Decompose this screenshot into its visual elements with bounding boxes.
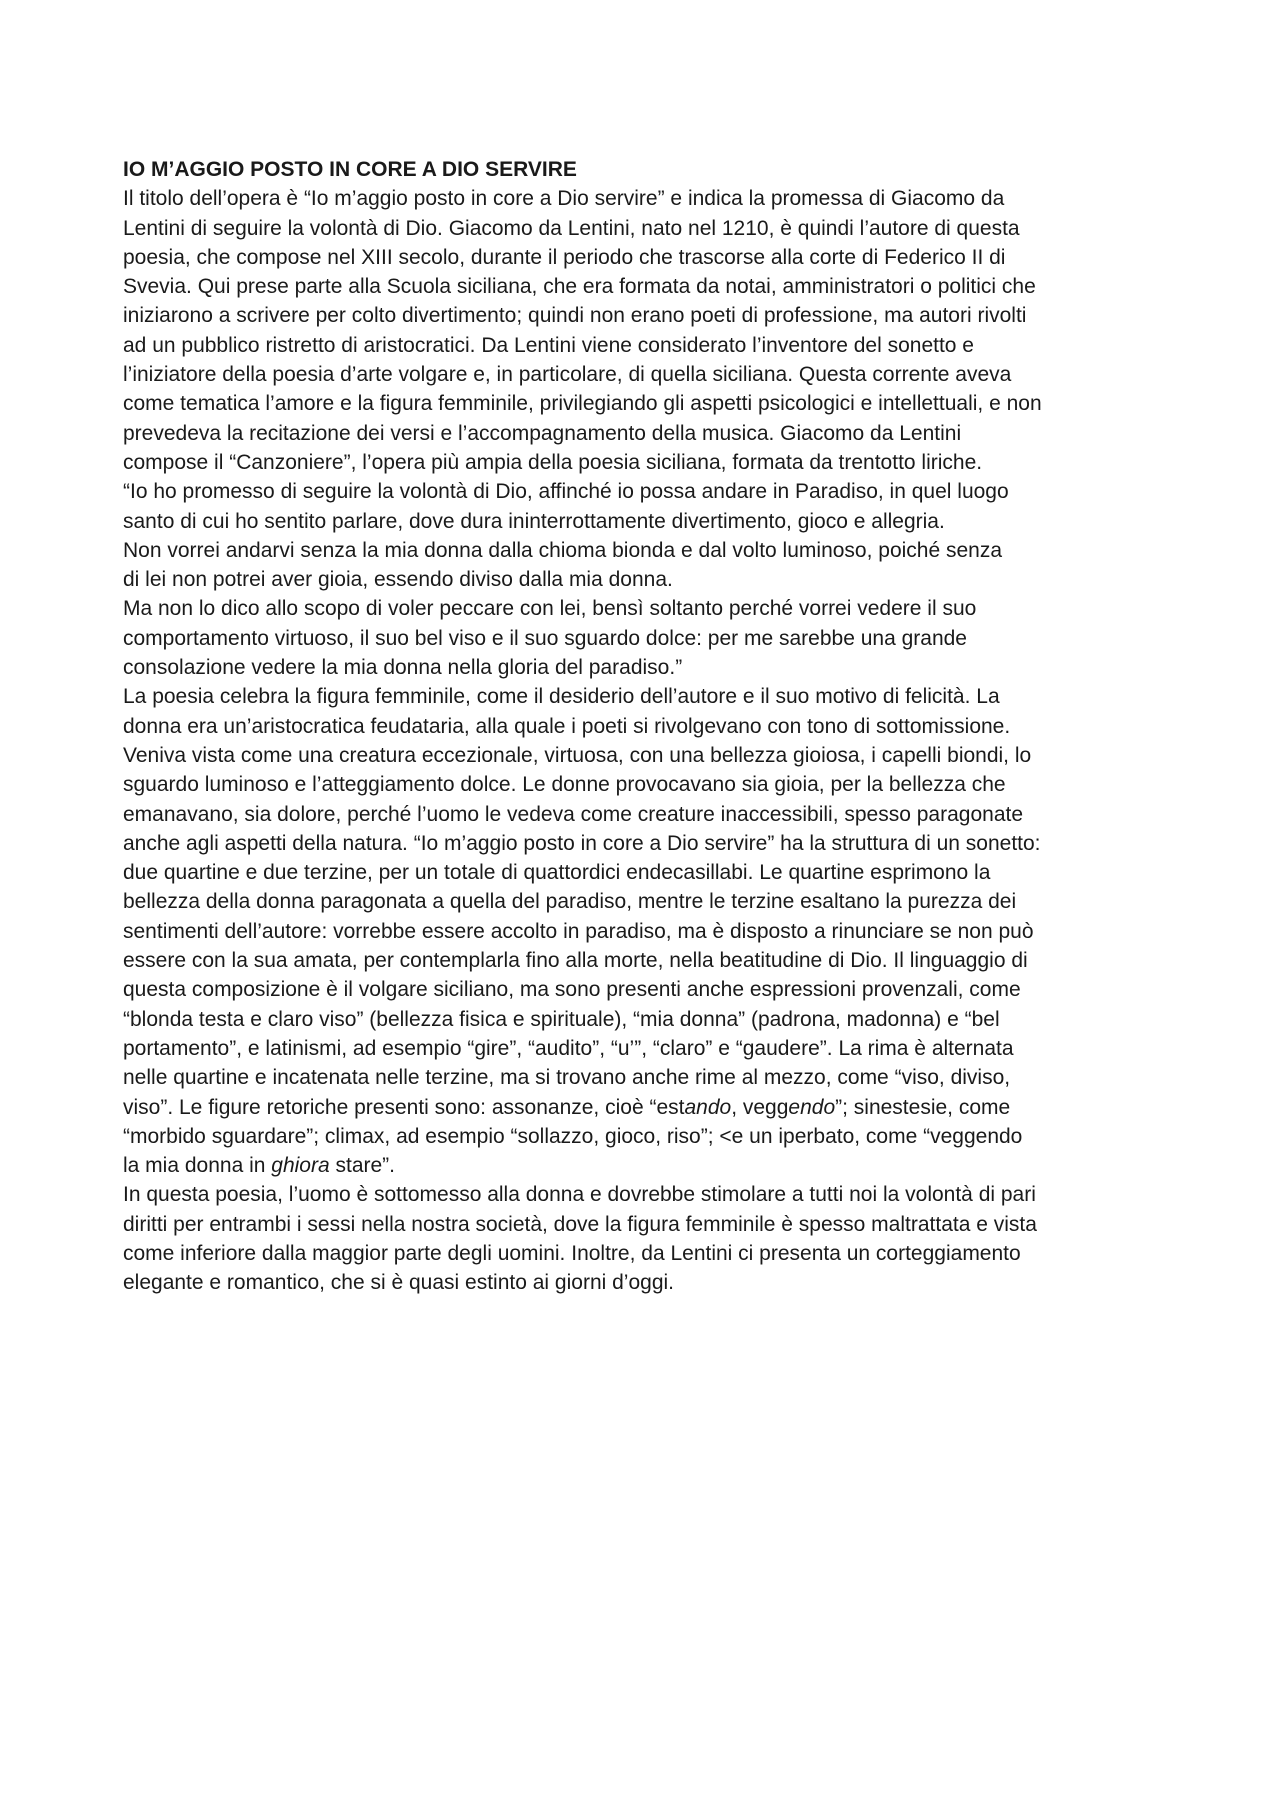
text-line: nelle quartine e incatenata nelle terzine, ma si trovano anche rime al mezzo, come “viso, diviso, (123, 1066, 1011, 1090)
document-title: IO M’AGGIO POSTO IN CORE A DIO SERVIRE (123, 158, 577, 181)
text-line: compose il “Canzoniere”, l’opera più ampia della poesia siciliana, formata da trentotto liriche. (123, 450, 983, 474)
text-line: “blonda testa e claro viso” (bellezza fisica e spirituale), “mia donna” (padrona, madonna) e “bel (123, 1007, 1000, 1031)
text-line: Il titolo dell’opera è “Io m’aggio posto in core a Dio servire” e indica la promessa di Giacomo da (123, 187, 1005, 211)
text-segment: ”; sinestesie, come (835, 1095, 1011, 1119)
text-line: Ma non lo dico allo scopo di voler peccare con lei, bensì soltanto perché vorrei vedere il suo (123, 597, 977, 621)
text-line: sentimenti dell’autore: vorrebbe essere accolto in paradiso, ma è disposto a rinunciare se non può (123, 919, 1034, 943)
text-line (123, 1093, 1163, 1122)
text-line: elegante e romantico, che si è quasi estinto ai giorni d’oggi. (123, 1271, 675, 1295)
text-line: due quartine e due terzine, per un totale di quattordici endecasillabi. Le quartine esprimono la (123, 861, 991, 885)
text-line: l’iniziatore della poesia d’arte volgare e, in particolare, di quella siciliana. Questa corrente aveva (123, 363, 1012, 387)
italic-segment: ando (684, 1095, 732, 1119)
text-line: Veniva vista come una creatura eccezionale, virtuosa, con una bellezza gioiosa, i capelli biondi, lo (123, 743, 1032, 767)
text-line: donna era un’aristocratica feudataria, alla quale i poeti si rivolgevano con tono di sottomissione. (123, 714, 1011, 738)
text-segment: , vegg (731, 1095, 789, 1119)
text-line: iniziarono a scrivere per colto divertimento; quindi non erano poeti di professione, ma autori rivolti (123, 304, 1027, 328)
text-line: poesia, che compose nel XIII secolo, durante il periodo che trascorse alla corte di Federico II di (123, 245, 1006, 269)
text-line: prevedeva la recitazione dei versi e l’accompagnamento della musica. Giacomo da Lentini (123, 421, 962, 445)
text-line: emanavano, sia dolore, perché l’uomo le vedeva come creature inaccessibili, spesso paragonate (123, 802, 1024, 826)
text-line: essere con la sua amata, per contemplarla fino alla morte, nella beatitudine di Dio. Il linguaggio di (123, 949, 1028, 973)
text-line: Svevia. Qui prese parte alla Scuola siciliana, che era formata da notai, amministratori o politici che (123, 275, 1036, 299)
text-segment: viso”. Le figure retoriche presenti sono: assonanze, cioè “est (123, 1095, 685, 1119)
text-line: diritti per entrambi i sessi nella nostra società, dove la figura femminile è spesso maltrattata e vista (123, 1212, 1037, 1236)
italic-segment: ghiora (271, 1154, 330, 1178)
text-line: comportamento virtuoso, il suo bel viso e il suo sguardo dolce: per me sarebbe una grande (123, 626, 967, 650)
text-line: ad un pubblico ristretto di aristocratici. Da Lentini viene considerato l’inventore del sonetto e (123, 333, 974, 357)
text-line: questa composizione è il volgare siciliano, ma sono presenti anche espressioni provenzali, come (123, 978, 1021, 1002)
text-line: “Io ho promesso di seguire la volontà di Dio, affinché io possa andare in Paradiso, in quel luogo (123, 480, 1009, 504)
text-line: come inferiore dalla maggior parte degli uomini. Inoltre, da Lentini ci presenta un corteggiamento (123, 1241, 1021, 1265)
text-line: santo di cui ho sentito parlare, dove dura ininterrottamente divertimento, gioco e allegria. (123, 509, 945, 533)
body-text (123, 184, 1163, 1297)
text-line: portamento”, e latinismi, ad esempio “gire”, “audito”, “u’”, “claro” e “gaudere”. La rima è alternata (123, 1036, 1014, 1060)
text-line: La poesia celebra la figura femminile, come il desiderio dell’autore e il suo motivo di felicità. La (123, 685, 1000, 709)
text-line: bellezza della donna paragonata a quella del paradiso, mentre le terzine esaltano la purezza dei (123, 890, 1017, 914)
text-line: anche agli aspetti della natura. “Io m’aggio posto in core a Dio servire” ha la struttura di un sonetto: (123, 831, 1041, 855)
text-line: Non vorrei andarvi senza la mia donna dalla chioma bionda e dal volto luminoso, poiché senza (123, 538, 1003, 562)
text-line: consolazione vedere la mia donna nella gloria del paradiso.” (123, 656, 683, 680)
italic-segment: endo (788, 1095, 836, 1119)
text-line: In questa poesia, l’uomo è sottomesso alla donna e dovrebbe stimolare a tutti noi la volontà di pari (123, 1183, 1036, 1207)
document-page (123, 155, 1163, 1298)
text-segment: stare”. (329, 1154, 396, 1178)
text-line: come tematica l’amore e la figura femminile, privilegiando gli aspetti psicologici e intellettuali, e non (123, 392, 1042, 416)
text-segment: la mia donna in (123, 1154, 272, 1178)
text-line: “morbido sguardare”; climax, ad esempio “sollazzo, gioco, riso”; <e un iperbato, come “veggendo (123, 1124, 1023, 1148)
text-line: sguardo luminoso e l’atteggiamento dolce. Le donne provocavano sia gioia, per la bellezza che (123, 773, 1006, 797)
text-line (123, 1151, 1163, 1180)
text-line: Lentini di seguire la volontà di Dio. Giacomo da Lentini, nato nel 1210, è quindi l’autore di questa (123, 216, 1020, 240)
text-line: di lei non potrei aver gioia, essendo diviso dalla mia donna. (123, 568, 673, 592)
